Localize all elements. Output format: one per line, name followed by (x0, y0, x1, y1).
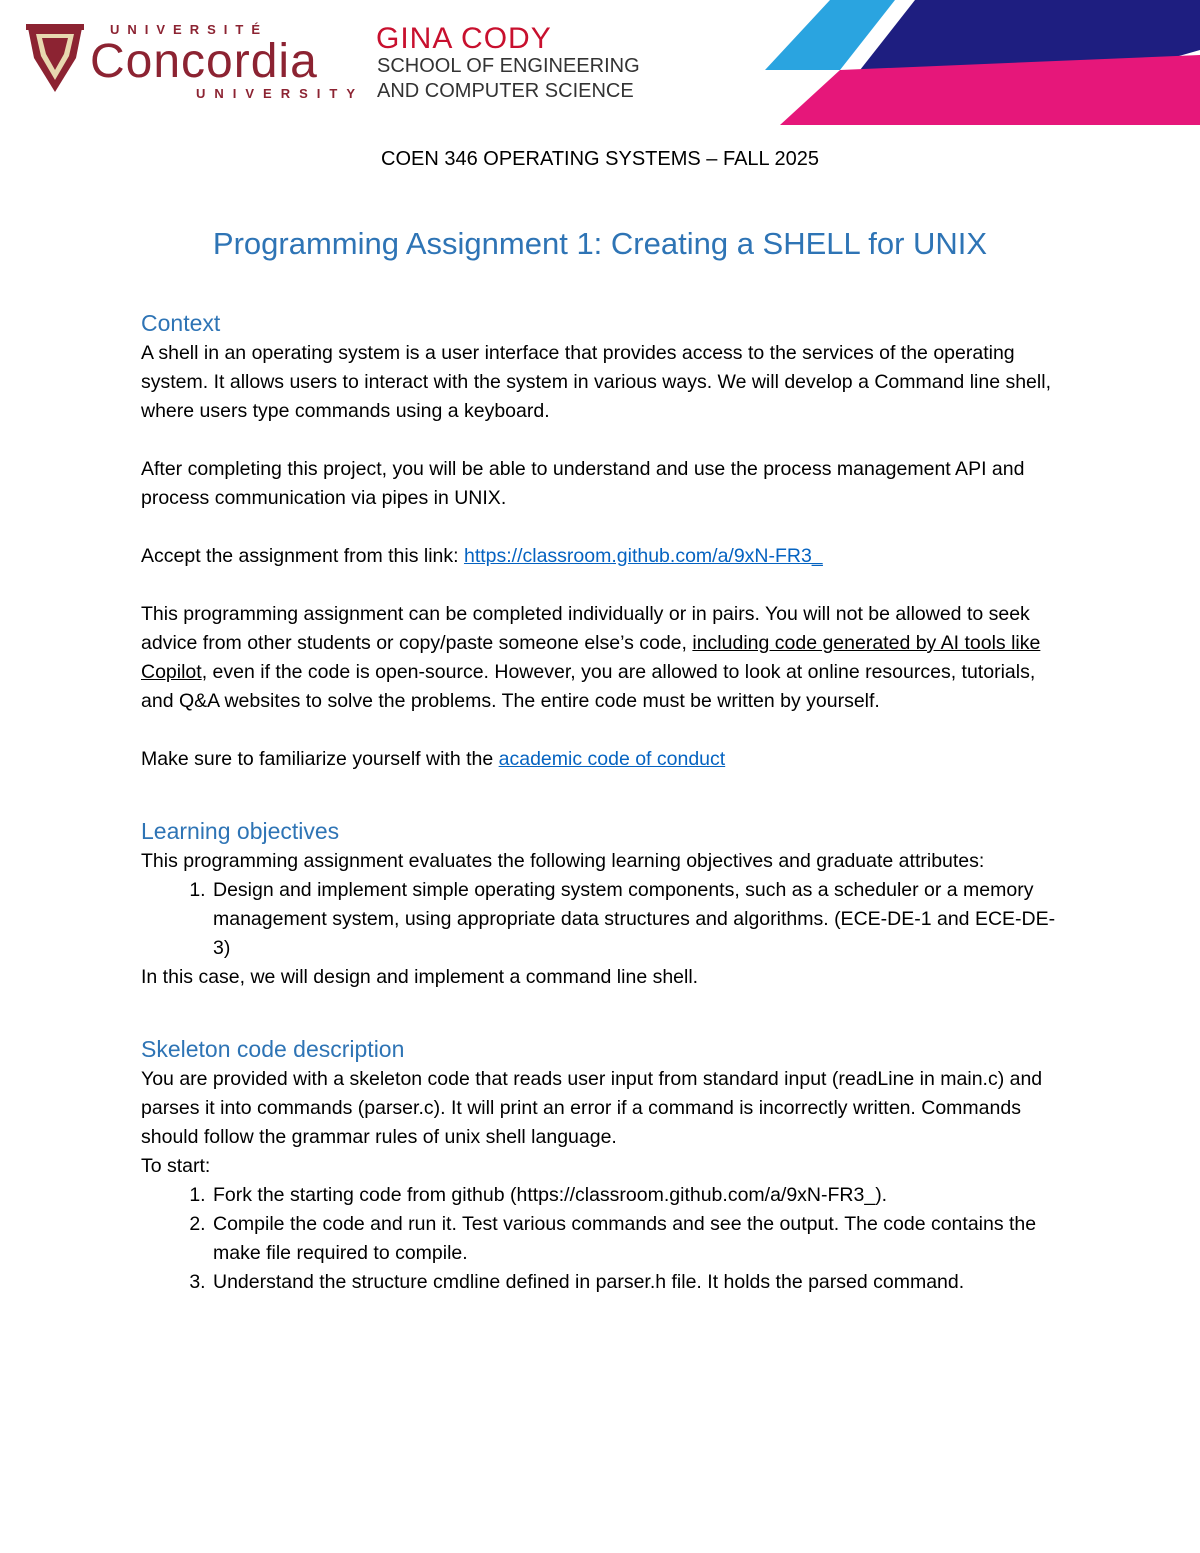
list-item: 1. Design and implement simple operating system components, such as a scheduler or a memory management system, using appropriate data structures and algorithms. (ECE-DE-1 and ECE-DE-3) (211, 876, 1071, 963)
skeleton-heading: Skeleton code description (141, 1036, 405, 1062)
integrity-paragraph (141, 600, 1071, 716)
accept-link-paragraph (141, 542, 1071, 571)
start-steps-list (141, 1181, 1071, 1297)
page-header (0, 0, 1200, 125)
concordia-crest-icon (24, 22, 86, 96)
skeleton-intro: You are provided with a skeleton code that reads user input from standard input (readLine in main.c) and parses it into commands (parser.c). It will print an error if a command is incorrectly written. Commands should follow the grammar rules of unix shell language. (141, 1068, 1043, 1148)
header-banner-graphic (690, 0, 1200, 125)
list-item: 2. Compile the code and run it. Test various commands and see the output. The code contains the make file required to compile. (211, 1210, 1071, 1268)
document-title: Programming Assignment 1: Creating a SHELL for UNIX (212, 226, 988, 261)
document-body (141, 307, 1071, 1297)
accept-link-prefix: Accept the assignment from this link: (141, 545, 464, 567)
list-item: 3. Understand the structure cmdline defined in parser.h file. It holds the parsed command. (211, 1268, 1071, 1297)
github-classroom-link[interactable]: https://classroom.github.com/a/9xN-FR3_ (463, 545, 823, 567)
to-start-label: To start: (141, 1155, 211, 1177)
ai-tools-underlined-text: including code generated by AI tools like Copilot (141, 632, 1041, 683)
context-heading: Context (141, 310, 221, 336)
school-line-1: SCHOOL OF ENGINEERING (377, 55, 640, 77)
school-line-2: AND COMPUTER SCIENCE (377, 80, 634, 102)
learning-intro: This programming assignment evaluates the following learning objectives and graduate attributes: (141, 850, 985, 872)
logo-concordia-wordmark: Concordia (90, 35, 318, 88)
academic-conduct-link[interactable]: academic code of conduct (498, 748, 726, 770)
logo-university-text: UNIVERSITY (196, 86, 365, 101)
integrity-text-2: , even if the code is open-source. However, you are allowed to look at online resources, tutorials, and Q&A websites to solve the problems. The entire code must be written by yourself. (141, 661, 1036, 712)
logo-universite-text: UNIVERSITÉ (110, 22, 269, 37)
context-paragraph-2: After completing this project, you will be able to understand and use the process management API and process communication via pipes in UNIX. (141, 458, 1025, 509)
integrity-text-1: This programming assignment can be completed individually or in pairs. You will not be allowed to seek advice from other students or copy/paste someone else’s code, (141, 603, 1030, 654)
learning-objectives-list (141, 876, 1071, 963)
conduct-prefix: Make sure to familiarize yourself with the (141, 748, 499, 770)
gina-cody-name: GINA CODY (376, 22, 552, 55)
learning-outro: In this case, we will design and implement a command line shell. (141, 966, 699, 988)
conduct-paragraph (141, 745, 1071, 774)
list-item: 1. Fork the starting code from github (https://classroom.github.com/a/9xN-FR3_). (211, 1181, 1071, 1210)
course-title: COEN 346 OPERATING SYSTEMS – FALL 2025 (381, 148, 819, 170)
learning-objectives-heading: Learning objectives (141, 818, 340, 844)
context-paragraph-1: A shell in an operating system is a user interface that provides access to the services of the operating system. It allows users to interact with the system in various ways. We will develop a Command line shell, where users type commands using a keyboard. (141, 342, 1051, 422)
